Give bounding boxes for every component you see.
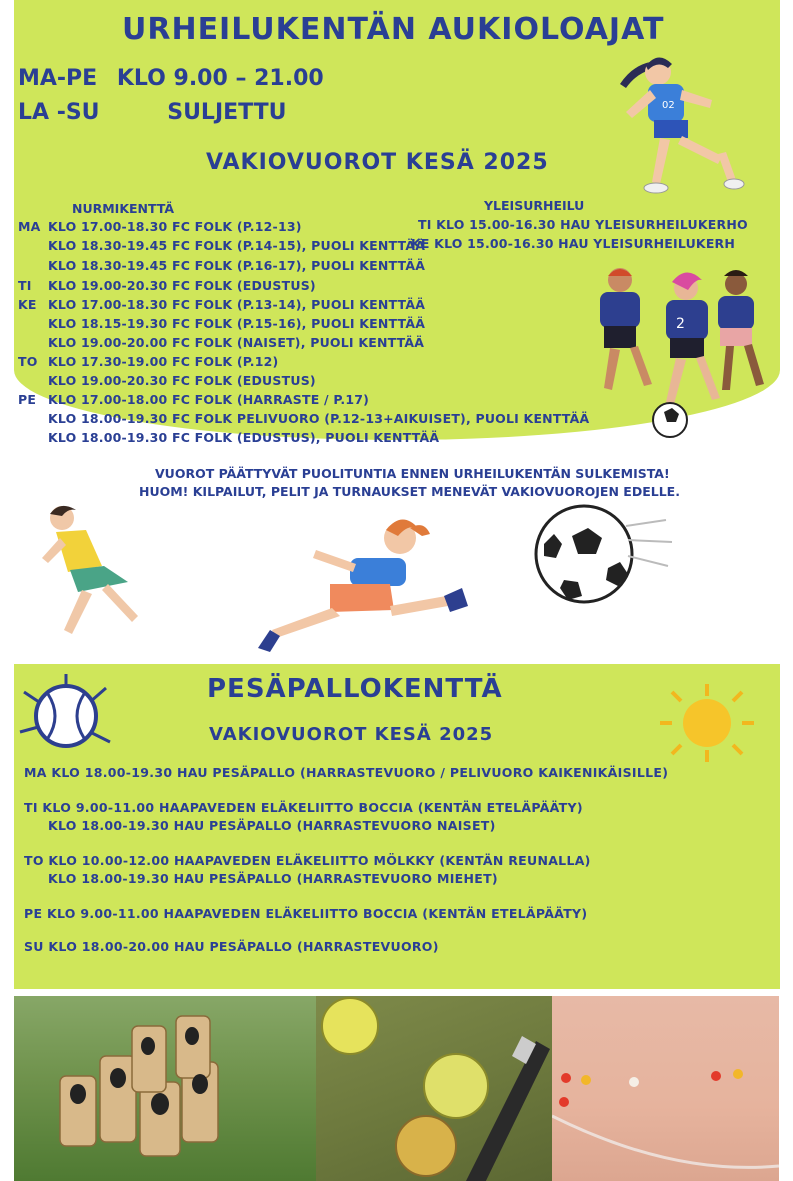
nurmi-row xyxy=(18,316,425,331)
nurmi-row-text: KLO 19.00-20.00 FC FOLK (NAISET), PUOLI KENTTÄÄ xyxy=(48,335,425,350)
pesapallo-row: KLO 18.00-19.30 HAU PESÄPALLO (HARRASTEVUORO NAISET) xyxy=(48,818,496,833)
notice-line-1: VUOROT PÄÄTTYVÄT PUOLITUNTIA ENNEN URHEILUKENTÄN SULKEMISTA! xyxy=(155,466,670,481)
nurmi-row xyxy=(18,392,369,407)
nurmi-row-text: KLO 18.30-19.45 FC FOLK (P.14-15), PUOLI KENTTÄÄ xyxy=(48,238,426,253)
nurmi-row xyxy=(18,297,425,312)
nurmi-row xyxy=(18,238,425,253)
runner-girl-illustration xyxy=(610,50,760,210)
summer-title: VAKIOVUOROT KESÄ 2025 xyxy=(206,150,549,175)
nurmi-row-text: KLO 18.00-19.30 FC FOLK (EDUSTUS), PUOLI KENTTÄÄ xyxy=(48,430,440,445)
nurmi-row-text: KLO 18.00-19.30 FC FOLK PELIVUORO (P.12-13+AIKUISET), PUOLI KENTTÄÄ xyxy=(48,411,590,426)
molkky-pins-illustration xyxy=(14,996,316,1181)
nurmi-row-day: MA xyxy=(18,219,41,234)
pesapallo-row: PE KLO 9.00-11.00 HAAPAVEDEN ELÄKELIITTO BOCCIA (KENTÄN ETELÄPÄÄTY) xyxy=(24,906,588,921)
yleisurheilu-row: KE KLO 15.00-16.30 HAU YLEISURHEILUKERH xyxy=(411,236,736,251)
page-title: URHEILUKENTÄN AUKIOLOAJAT xyxy=(122,12,665,47)
nurmi-row xyxy=(18,373,316,388)
nurmi-row-text: KLO 18.15-19.30 FC FOLK (P.15-16), PUOLI KENTTÄÄ xyxy=(48,316,426,331)
pesapallo-subtitle: VAKIOVUOROT KESÄ 2025 xyxy=(209,724,494,745)
baseball-illustration xyxy=(16,672,116,760)
hours-weekend xyxy=(18,100,287,125)
nurmi-row xyxy=(18,278,316,293)
nurmi-row-day: PE xyxy=(18,392,37,407)
nurmi-row-text: KLO 17.30-19.00 FC FOLK (P.12) xyxy=(48,354,279,369)
svg-text:2: 2 xyxy=(676,316,685,332)
yleisurheilu-heading: YLEISURHEILU xyxy=(484,198,585,213)
nurmi-row-text: KLO 18.30-19.45 FC FOLK (P.16-17), PUOLI KENTTÄÄ xyxy=(48,258,426,273)
molkky-photo xyxy=(14,996,316,1181)
nurmi-row xyxy=(18,354,278,369)
pesapallo-row: TI KLO 9.00-11.00 HAAPAVEDEN ELÄKELIITTO BOCCIA (KENTÄN ETELÄPÄÄTY) xyxy=(24,800,583,815)
boccia-photo xyxy=(552,996,779,1181)
notice-line-2: HUOM! KILPAILUT, PELIT JA TURNAUKSET MENEVÄT VAKIOVUOROJEN EDELLE. xyxy=(139,484,680,499)
nurmi-row xyxy=(18,258,425,273)
running-girl-illustration xyxy=(20,498,160,648)
pesapallo-row: TO KLO 10.00-12.00 HAAPAVEDEN ELÄKELIITTO MÖLKKY (KENTÄN REUNALLA) xyxy=(24,853,591,868)
hurdler-illustration xyxy=(240,508,490,668)
nurmi-row-text: KLO 17.00-18.30 FC FOLK (P.12-13) xyxy=(48,219,302,234)
nurmi-row xyxy=(18,430,439,445)
svg-text:02: 02 xyxy=(662,100,675,111)
pesapallo-title: PESÄPALLOKENTTÄ xyxy=(207,674,503,704)
hours-weekday-text: KLO 9.00 – 21.00 xyxy=(116,66,324,91)
nurmi-row-day: KE xyxy=(18,297,37,312)
pesapallo-balls-illustration xyxy=(316,996,552,1181)
nurmi-row-day: TI xyxy=(18,278,32,293)
nurmi-row xyxy=(18,335,424,350)
pesapallo-photo xyxy=(316,996,552,1181)
nurmi-row xyxy=(18,411,589,426)
hours-weekend-text: SULJETTU xyxy=(167,100,287,125)
nurmi-row xyxy=(18,219,302,234)
nurmi-row-text: KLO 17.00-18.00 FC FOLK (HARRASTE / P.17) xyxy=(48,392,370,407)
football-players-illustration xyxy=(560,262,770,442)
nurmikentta-heading: NURMIKENTTÄ xyxy=(72,201,175,216)
nurmi-row-text: KLO 19.00-20.30 FC FOLK (EDUSTUS) xyxy=(48,373,316,388)
nurmi-row-text: KLO 17.00-18.30 FC FOLK (P.13-14), PUOLI KENTTÄÄ xyxy=(48,297,426,312)
boccia-balls-illustration xyxy=(552,996,779,1181)
nurmi-row-day: TO xyxy=(18,354,38,369)
hours-weekday-days: MA-PE xyxy=(18,66,98,91)
pesapallo-row: SU KLO 18.00-20.00 HAU PESÄPALLO (HARRASTEVUORO) xyxy=(24,939,439,954)
yleisurheilu-row: TI KLO 15.00-16.30 HAU YLEISURHEILUKERHO xyxy=(418,217,748,232)
hours-weekday xyxy=(18,66,324,91)
pesapallo-row: MA KLO 18.00-19.30 HAU PESÄPALLO (HARRASTEVUORO / PELIVUORO KAIKENIKÄISILLE) xyxy=(24,765,669,780)
sun-illustration xyxy=(652,680,762,766)
football-illustration xyxy=(524,496,674,616)
nurmi-row-text: KLO 19.00-20.30 FC FOLK (EDUSTUS) xyxy=(48,278,316,293)
pesapallo-row: KLO 18.00-19.30 HAU PESÄPALLO (HARRASTEVUORO MIEHET) xyxy=(48,871,498,886)
hours-weekend-days: LA -SU xyxy=(18,100,100,125)
